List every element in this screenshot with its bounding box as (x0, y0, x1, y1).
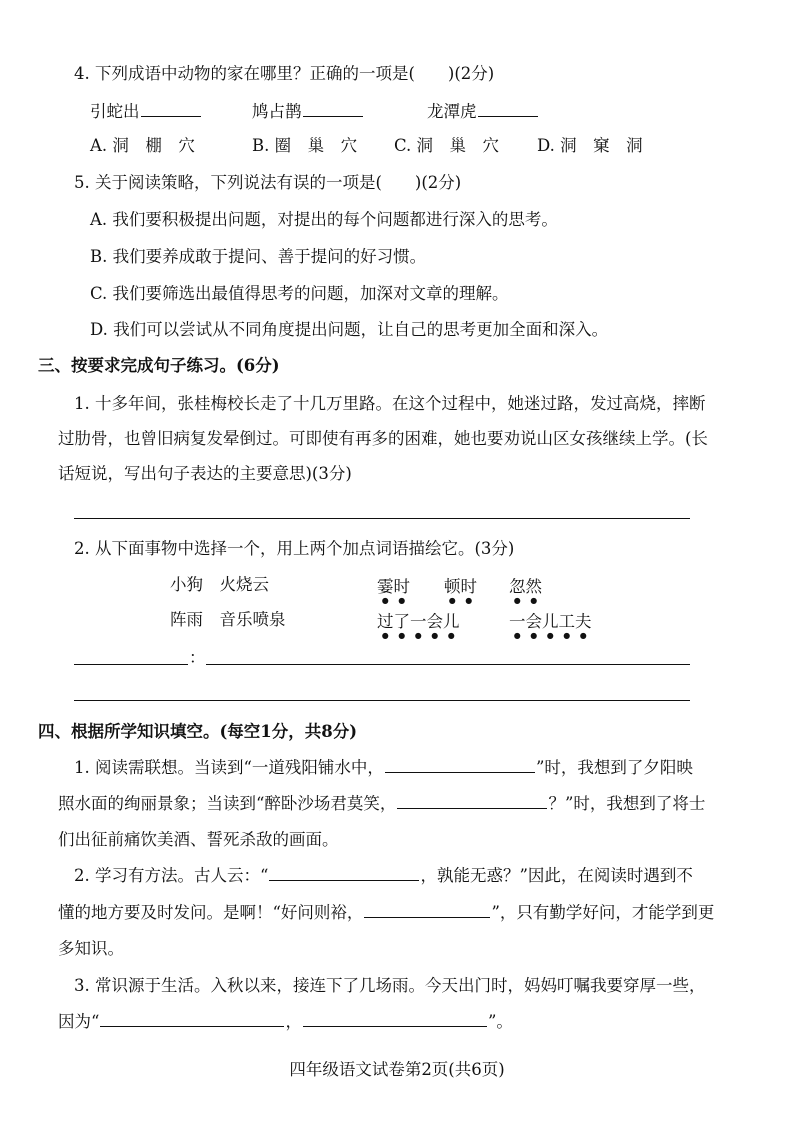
s3-q1-line2: 过肋骨，也曾旧病复发晕倒过。可即使有再多的困难，她也要劝说山区女孩继续上学。(长 (58, 429, 708, 448)
s3-q2-stem: 2. 从下面事物中选择一个，用上两个加点词语描绘它。(3分) (74, 539, 515, 558)
s4-q3-line2 (58, 1014, 513, 1031)
q4-idiom-2-wrap (252, 104, 364, 121)
q4-idiom-3: 龙潭虎 (427, 102, 477, 121)
q4-option-d[interactable]: D. 洞 窠 洞 (537, 136, 643, 155)
s3-q2-answer-line-1[interactable] (206, 664, 690, 665)
s3-q2-word-3: 忽然 (509, 577, 542, 596)
section-3-title: 三、按要求完成句子练习。(6分) (38, 356, 280, 375)
s4-q1-l2-text-b: ？”时，我想到了将士 (548, 794, 706, 813)
s4-q2-l1-text-b: ，孰能无惑？”因此，在阅读时遇到不 (420, 866, 693, 885)
q5-option-b[interactable]: B. 我们要养成敢于提问、善于提问的好习惯。 (90, 247, 427, 266)
s3-q1-line3: 话短说，写出句子表达的主要意思)(3分) (58, 464, 352, 483)
q4-idiom-3-wrap (427, 104, 539, 121)
s4-q2-line2 (58, 905, 714, 922)
q5-option-d[interactable]: D. 我们可以尝试从不同角度提出问题，让自己的思考更加全面和深入。 (90, 320, 609, 339)
s4-q1-line3: 们出征前痛饮美酒、誓死杀敌的画面。 (58, 830, 339, 849)
s4-q2-l2-text-b: ”，只有勤学好问，才能学到更 (491, 903, 715, 922)
q5-stem: 5. 关于阅读策略，下列说法有误的一项是( )(2分) (74, 173, 462, 192)
s3-q1-line1: 1. 十多年间，张桂梅校长走了十几万里路。在这个过程中，她迷过路，发过高烧，摔断 (74, 394, 706, 413)
s4-q2-l2-text-a: 懂的地方要及时发问。是啊！“好问则裕， (58, 903, 364, 922)
s3-q2-thing-blank[interactable] (74, 664, 188, 665)
s3-q2-word-5: 一会儿工夫 (509, 612, 592, 631)
s4-q2-blank-2[interactable] (364, 915, 490, 918)
s3-q2-word-1: 霎时 (377, 577, 410, 596)
q5-option-c[interactable]: C. 我们要筛选出最值得思考的问题，加深对文章的理解。 (90, 284, 509, 303)
s3-q2-things-row2: 阵雨 音乐喷泉 (170, 610, 286, 629)
q4-blank-2[interactable] (303, 114, 363, 117)
s3-q2-answer-line-2[interactable] (74, 700, 690, 701)
s4-q1-l1-text-b: ”时，我想到了夕阳映 (535, 758, 693, 777)
s3-q1-answer-line[interactable] (74, 518, 690, 519)
s3-q2-word-4: 过了一会儿 (377, 612, 460, 631)
s4-q3-l2-text-c: ”。 (487, 1012, 513, 1031)
s3-q2-word-2: 顿时 (444, 577, 477, 596)
s4-q1-blank-1[interactable] (385, 770, 535, 773)
s4-q2-l1-text-a: 2. 学习有方法。古人云：“ (74, 866, 269, 885)
s4-q3-line1: 3. 常识源于生活。入秋以来，接连下了几场雨。今天出门时，妈妈叮嘱我要穿厚一些， (74, 976, 706, 995)
q5-option-a[interactable]: A. 我们要积极提出问题，对提出的每个问题都进行深入的思考。 (90, 210, 558, 229)
s4-q2-line3: 多知识。 (58, 939, 124, 958)
q4-stem: 4. 下列成语中动物的家在哪里？正确的一项是( )(2分) (74, 64, 495, 83)
s4-q1-l2-text-a: 照水面的绚丽景象；当读到“醉卧沙场君莫笑， (58, 794, 397, 813)
s4-q3-blank-1[interactable] (100, 1024, 284, 1027)
s3-q2-things-row1: 小狗 火烧云 (170, 575, 269, 594)
q4-idiom-row (90, 104, 202, 121)
page-footer: 四年级语文试卷第2页(共6页) (289, 1060, 505, 1079)
s4-q3-blank-2[interactable] (303, 1024, 487, 1027)
q4-option-a[interactable]: A. 洞 棚 穴 (90, 136, 195, 155)
s4-q2-blank-1[interactable] (269, 878, 419, 881)
s4-q1-blank-2[interactable] (397, 806, 547, 809)
q4-blank-1[interactable] (141, 114, 201, 117)
q4-idiom-2: 鸠占鹊 (252, 102, 302, 121)
section-4-title: 四、根据所学知识填空。(每空1分，共8分) (38, 722, 358, 741)
s4-q1-line2 (58, 796, 705, 813)
s4-q2-line1 (74, 868, 693, 885)
q4-option-b[interactable]: B. 圈 巢 穴 (252, 136, 358, 155)
s4-q1-line1 (74, 760, 693, 777)
s4-q1-l1-text-a: 1. 阅读需联想。当读到“一道残阳铺水中， (74, 758, 384, 777)
s3-q2-colon: ： (189, 648, 206, 667)
q4-idiom-1: 引蛇出 (90, 102, 140, 121)
s4-q3-l2-text-a: 因为“ (58, 1012, 100, 1031)
s4-q3-l2-text-b: ， (285, 1012, 302, 1031)
q4-blank-3[interactable] (478, 114, 538, 117)
q4-option-c[interactable]: C. 洞 巢 穴 (394, 136, 500, 155)
